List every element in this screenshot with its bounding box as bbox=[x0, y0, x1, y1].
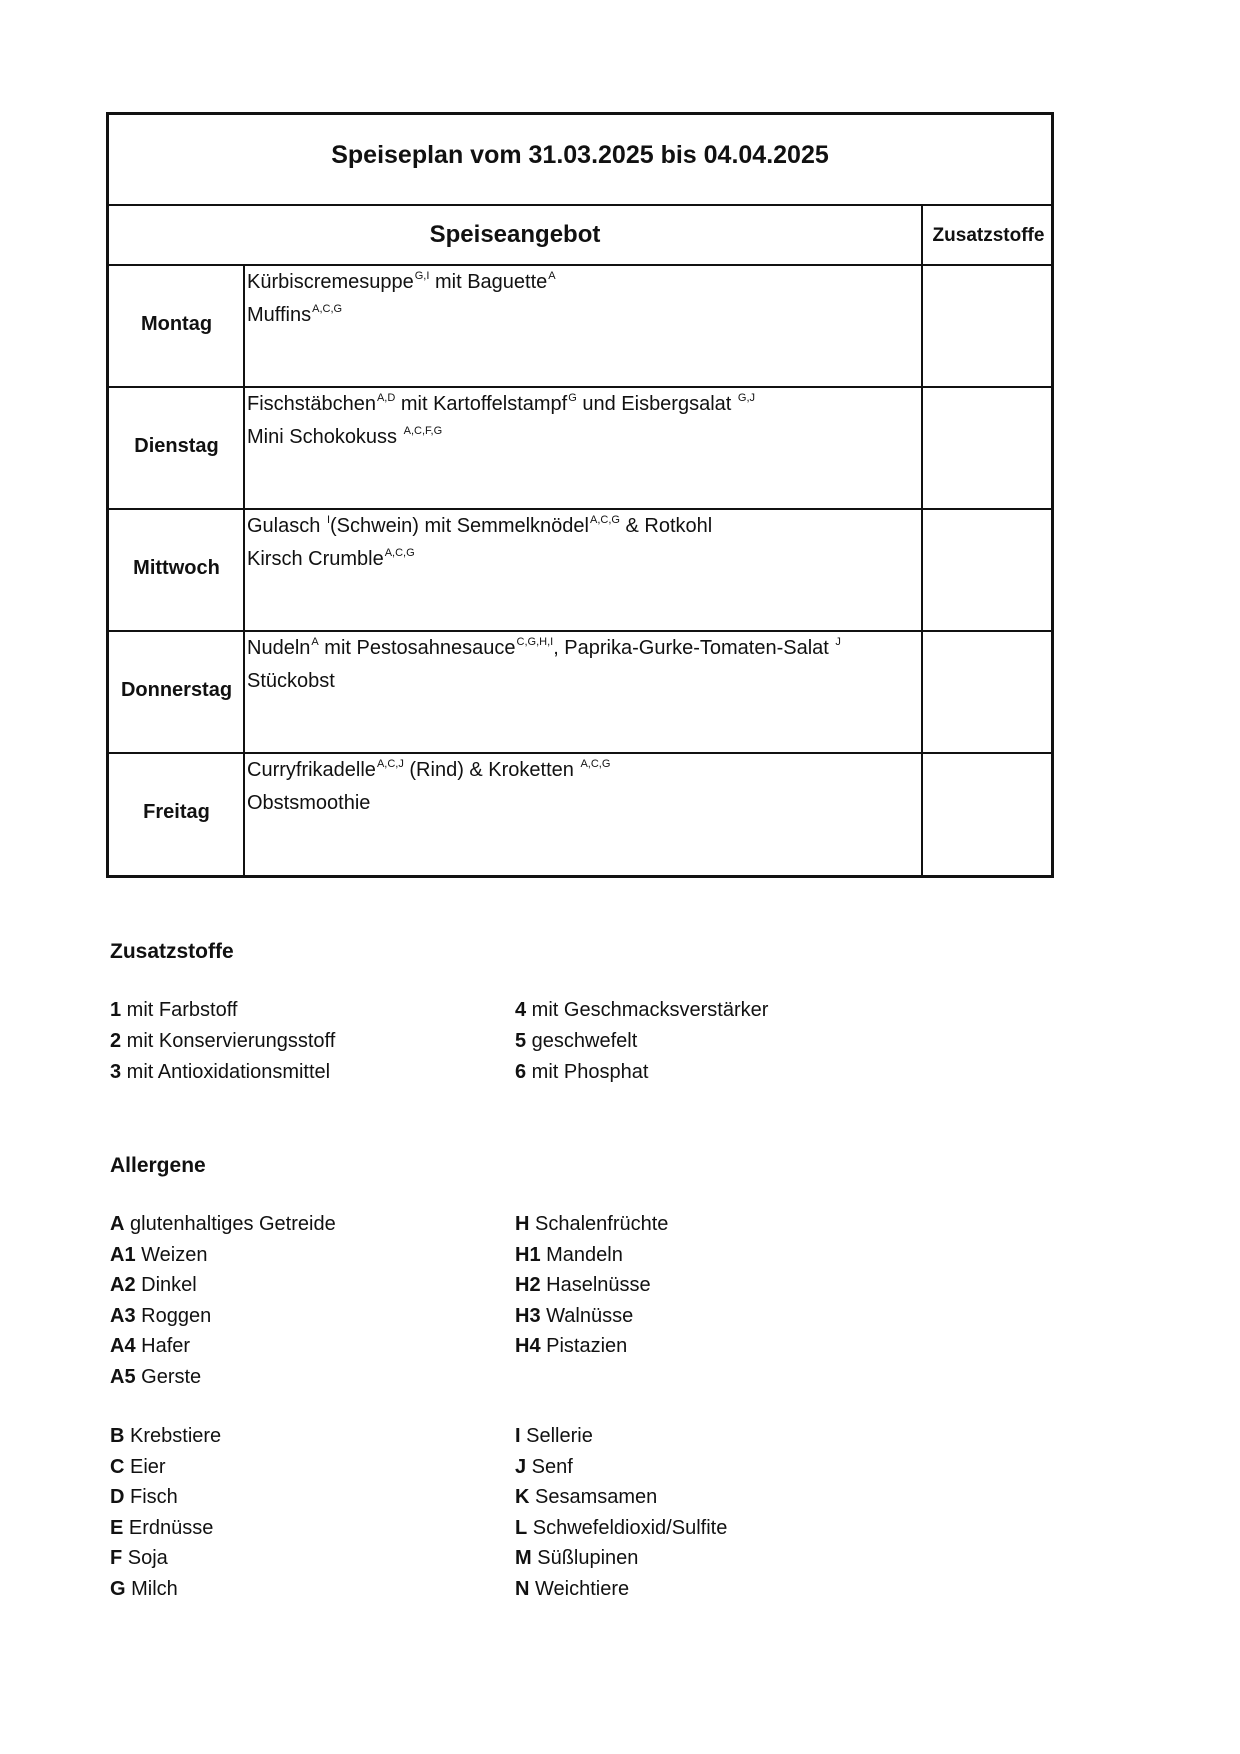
menu-table bbox=[106, 112, 1054, 878]
legend-code: I bbox=[515, 1425, 521, 1447]
legend-item bbox=[515, 1244, 623, 1267]
legend-code: H2 bbox=[515, 1274, 541, 1296]
allergen-codes: C,G,H,I bbox=[516, 636, 554, 648]
legend-label: Milch bbox=[125, 1577, 178, 1600]
divider bbox=[109, 630, 1051, 632]
legend-code: N bbox=[515, 1577, 530, 1600]
dish-line bbox=[247, 304, 342, 327]
dish-text: Curryfrikadelle bbox=[247, 759, 376, 781]
legend-label: Weizen bbox=[135, 1243, 208, 1266]
allergen-codes: A,C,G bbox=[580, 758, 611, 770]
day-label: Mittwoch bbox=[133, 557, 220, 579]
legend-item bbox=[515, 1578, 629, 1601]
legend-code: K bbox=[515, 1486, 530, 1508]
legend-label: Sesamsamen bbox=[529, 1486, 658, 1508]
legend-code: 6 bbox=[515, 1061, 527, 1083]
dish-line bbox=[247, 548, 415, 571]
legend-code: 5 bbox=[515, 1030, 527, 1052]
legend-item bbox=[110, 1456, 166, 1479]
dish-line bbox=[247, 670, 335, 693]
legend-label: Weichtiere bbox=[529, 1577, 630, 1600]
legend-code: H1 bbox=[515, 1243, 541, 1266]
legend-code: A5 bbox=[110, 1365, 136, 1388]
dish-text: Kirsch Crumble bbox=[247, 548, 384, 570]
legend-code: H3 bbox=[515, 1304, 541, 1327]
allergen-codes: A,D bbox=[376, 392, 396, 404]
legend-label: Roggen bbox=[135, 1304, 212, 1327]
allergen-codes: G,J bbox=[737, 392, 756, 404]
legend-item bbox=[515, 1213, 668, 1236]
legend-code: M bbox=[515, 1547, 532, 1569]
legend-code: A1 bbox=[110, 1243, 136, 1266]
legend-item bbox=[515, 999, 768, 1022]
legend-label: Erdnüsse bbox=[123, 1516, 214, 1539]
dish-line bbox=[247, 759, 610, 782]
day-label: Donnerstag bbox=[120, 679, 233, 701]
legend-code: H4 bbox=[515, 1335, 541, 1357]
legend-item bbox=[515, 1335, 627, 1358]
legend-label: Sellerie bbox=[520, 1425, 593, 1447]
legend-code: H bbox=[515, 1213, 530, 1235]
dish-text: mit Kartoffelstampf bbox=[395, 393, 568, 415]
legend-item bbox=[515, 1425, 593, 1448]
legend-code: E bbox=[110, 1516, 124, 1539]
legend-item bbox=[110, 1486, 178, 1509]
allergen-codes: A bbox=[311, 636, 319, 648]
dish-text: Nudeln bbox=[247, 637, 311, 659]
legend-label: Gerste bbox=[135, 1365, 202, 1388]
dish-text: & Rotkohl bbox=[619, 515, 713, 537]
legend-item bbox=[110, 1517, 213, 1540]
dish-line bbox=[247, 271, 556, 294]
legend-code: F bbox=[110, 1547, 123, 1569]
legend-item bbox=[110, 1547, 168, 1570]
divider bbox=[109, 752, 1051, 754]
allergens-title: Allergene bbox=[110, 1154, 206, 1177]
dish-text: (Rind) & Kroketten bbox=[403, 759, 580, 781]
legend-item bbox=[110, 1213, 336, 1236]
dish-text: Fischstäbchen bbox=[247, 393, 376, 415]
dish-line bbox=[247, 515, 712, 538]
page-title: Speiseplan vom 31.03.2025 bis 04.04.2025 bbox=[331, 141, 829, 169]
legend-item bbox=[515, 1486, 657, 1509]
legend-label: Schalenfrüchte bbox=[529, 1213, 669, 1235]
legend-item bbox=[110, 1425, 221, 1448]
legend-label: mit Konservierungsstoff bbox=[121, 1030, 336, 1052]
dish-text: und Eisbergsalat bbox=[576, 393, 737, 415]
dish-line bbox=[247, 393, 755, 416]
legend-code: B bbox=[110, 1425, 125, 1447]
dish-text: Stückobst bbox=[247, 670, 335, 692]
divider bbox=[109, 508, 1051, 510]
legend-label: Senf bbox=[526, 1455, 573, 1478]
allergen-codes: A bbox=[548, 270, 556, 282]
legend-label: Mandeln bbox=[540, 1243, 623, 1266]
allergen-codes: I bbox=[326, 514, 330, 526]
allergen-codes: A,C,J bbox=[376, 758, 404, 770]
dish-text: mit Pestosahnesauce bbox=[318, 637, 516, 659]
legend-code: A3 bbox=[110, 1304, 136, 1327]
allergen-codes: A,C,F,G bbox=[403, 425, 443, 437]
day-label: Freitag bbox=[143, 801, 210, 823]
legend-item bbox=[515, 1061, 648, 1084]
dish-text: Gulasch bbox=[247, 515, 326, 537]
legend-label: glutenhaltiges Getreide bbox=[124, 1213, 336, 1235]
allergen-codes: A,C,G bbox=[312, 303, 343, 315]
legend-code: 2 bbox=[110, 1030, 122, 1052]
divider bbox=[109, 264, 1051, 266]
legend-label: Eier bbox=[124, 1455, 166, 1478]
legend-item bbox=[110, 1274, 197, 1297]
dish-text: Muffins bbox=[247, 304, 312, 326]
legend-code: J bbox=[515, 1455, 527, 1478]
legend-code: 1 bbox=[110, 999, 122, 1021]
divider bbox=[109, 386, 1051, 388]
dish-line bbox=[247, 637, 841, 660]
legend-label: Süßlupinen bbox=[531, 1547, 639, 1569]
legend-code: C bbox=[110, 1455, 125, 1478]
legend-code: G bbox=[110, 1577, 126, 1600]
dish-text: mit Baguette bbox=[429, 271, 548, 293]
allergen-codes: G bbox=[568, 392, 577, 404]
dish-line bbox=[247, 792, 370, 815]
legend-code: L bbox=[515, 1516, 528, 1539]
legend-label: Pistazien bbox=[540, 1335, 628, 1357]
legend-item bbox=[110, 1335, 190, 1358]
dish-line bbox=[247, 426, 442, 449]
legend-item bbox=[515, 1305, 633, 1328]
legend-item bbox=[110, 1061, 330, 1084]
divider bbox=[109, 204, 1051, 206]
legend-code: A2 bbox=[110, 1274, 136, 1296]
legend-item bbox=[110, 1244, 207, 1267]
legend-item bbox=[110, 999, 237, 1022]
legend-label: Krebstiere bbox=[124, 1425, 222, 1447]
dish-text: , Paprika-Gurke-Tomaten-Salat bbox=[553, 637, 835, 659]
legend-label: mit Farbstoff bbox=[121, 999, 238, 1021]
legend-item bbox=[110, 1030, 335, 1053]
legend-item bbox=[515, 1456, 573, 1479]
column-header-additives: Zusatzstoffe bbox=[932, 225, 1045, 246]
dish-text: Obstsmoothie bbox=[247, 792, 371, 814]
legend-item bbox=[515, 1517, 727, 1540]
legend-label: geschwefelt bbox=[526, 1030, 638, 1052]
legend-item bbox=[110, 1305, 211, 1328]
dish-text: (Schwein) mit Semmelknödel bbox=[330, 515, 589, 537]
legend-code: D bbox=[110, 1486, 125, 1508]
legend-label: mit Antioxidationsmittel bbox=[121, 1061, 331, 1083]
day-label: Dienstag bbox=[134, 435, 219, 457]
allergen-codes: A,C,G bbox=[384, 547, 415, 559]
legend-label: Soja bbox=[122, 1547, 168, 1569]
legend-label: Haselnüsse bbox=[540, 1274, 651, 1296]
allergen-codes: A,C,G bbox=[589, 514, 620, 526]
legend-item bbox=[515, 1547, 638, 1570]
column-header-offer: Speiseangebot bbox=[429, 221, 601, 248]
legend-item bbox=[515, 1274, 651, 1297]
allergen-codes: J bbox=[835, 636, 841, 648]
legend-label: Walnüsse bbox=[540, 1304, 634, 1327]
legend-code: 3 bbox=[110, 1061, 122, 1083]
legend-label: mit Phosphat bbox=[526, 1061, 649, 1083]
legend-label: Schwefeldioxid/Sulfite bbox=[527, 1516, 728, 1539]
legend-item bbox=[110, 1578, 178, 1601]
additives-title: Zusatzstoffe bbox=[110, 940, 234, 963]
legend-label: mit Geschmacksverstärker bbox=[526, 999, 769, 1021]
allergen-codes: G,I bbox=[414, 270, 430, 282]
legend-label: Hafer bbox=[135, 1335, 191, 1357]
legend-label: Fisch bbox=[124, 1486, 178, 1508]
legend-code: 4 bbox=[515, 999, 527, 1021]
divider bbox=[921, 204, 923, 875]
dish-text: Kürbiscremesuppe bbox=[247, 271, 414, 293]
legend-code: A4 bbox=[110, 1335, 136, 1357]
legend-label: Dinkel bbox=[135, 1274, 197, 1296]
day-label: Montag bbox=[140, 313, 213, 335]
legend-code: A bbox=[110, 1213, 125, 1235]
legend-item bbox=[515, 1030, 637, 1053]
legend-item bbox=[110, 1366, 201, 1389]
dish-text: Mini Schokokuss bbox=[247, 426, 403, 448]
